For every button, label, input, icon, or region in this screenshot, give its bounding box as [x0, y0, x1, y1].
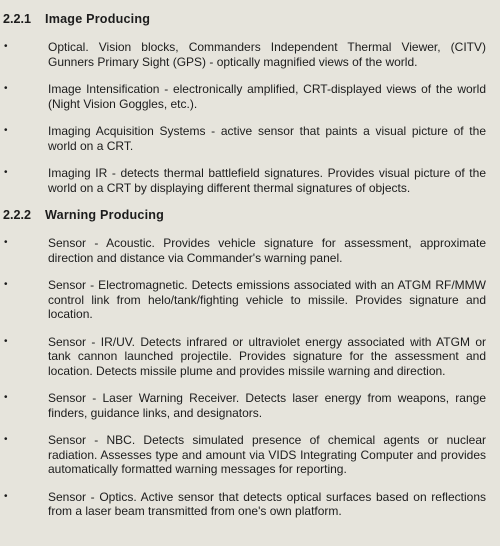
- list-item-text: Image Intensification - electronically amplified, CRT-displayed views of the world (Night Vision Goggles, etc.).: [48, 82, 486, 111]
- bullet-icon: •: [4, 125, 8, 136]
- section-heading-warning-producing: [3, 208, 486, 223]
- list-item-text: Sensor - IR/UV. Detects infrared or ultraviolet energy associated with ATGM or tank cannon launched projectile. Provides signature for the assessment and location. Detects missile plume and provides missile warning and direction.: [48, 334, 486, 378]
- bullet-icon: •: [4, 41, 8, 52]
- bullet-icon: •: [4, 83, 8, 94]
- section-number: 2.2.1: [3, 12, 32, 26]
- bullet-icon: •: [4, 279, 8, 290]
- section-number: 2.2.2: [3, 208, 32, 222]
- list-item-optical: [3, 40, 486, 69]
- bullet-icon: •: [4, 167, 8, 178]
- list-item-sensor-electromagnetic: [3, 278, 486, 322]
- list-item-sensor-laser-warning: [3, 391, 486, 420]
- list-item-sensor-ir-uv: [3, 335, 486, 379]
- list-item-text: Sensor - NBC. Detects simulated presence of chemical agents or nuclear radiation. Assesses type and amount via VIDS Integrating Computer and provides automatically formatted warning messages for reporting.: [48, 433, 486, 476]
- list-item-text: Imaging Acquisition Systems - active sensor that paints a visual picture of the world on a CRT.: [48, 124, 486, 153]
- bullet-icon: •: [4, 392, 8, 403]
- bullet-icon: •: [4, 434, 8, 445]
- bullet-icon: •: [4, 490, 8, 502]
- list-item-text: Sensor - Electromagnetic. Detects emissions associated with an ATGM RF/MMW control link from helo/tank/fighting vehicle to missile. Provides signature and location.: [48, 278, 486, 321]
- list-item-text: Sensor - Laser Warning Receiver. Detects laser energy from weapons, range finders, guidance links, and designators.: [48, 391, 486, 420]
- list-item-text: Imaging IR - detects thermal battlefield signatures. Provides visual picture of the world on a CRT by displaying different thermal signatures of objects.: [48, 166, 486, 195]
- list-item-image-intensification: [3, 82, 486, 111]
- list-item-text: Sensor - Acoustic. Provides vehicle signature for assessment, approximate direction and distance via Commander's warning panel.: [48, 236, 486, 265]
- list-item-sensor-optics: [3, 490, 486, 519]
- list-item-imaging-acquisition: [3, 124, 486, 153]
- list-item-sensor-nbc: [3, 433, 486, 477]
- list-item-text: Sensor - Optics. Active sensor that detects optical surfaces based on reflections from a laser beam transmitted from one's own platform.: [48, 489, 486, 518]
- bullet-icon: •: [4, 335, 8, 347]
- section-title: Image Producing: [45, 12, 151, 26]
- list-item-text: Optical. Vision blocks, Commanders Independent Thermal Viewer, (CITV) Gunners Primary Sight (GPS) - optically magnified views of the world.: [48, 40, 486, 69]
- section-heading-image-producing: [3, 12, 486, 27]
- list-item-sensor-acoustic: [3, 236, 486, 265]
- bullet-icon: •: [4, 237, 8, 248]
- section-title: Warning Producing: [45, 208, 165, 222]
- list-item-imaging-ir: [3, 166, 486, 195]
